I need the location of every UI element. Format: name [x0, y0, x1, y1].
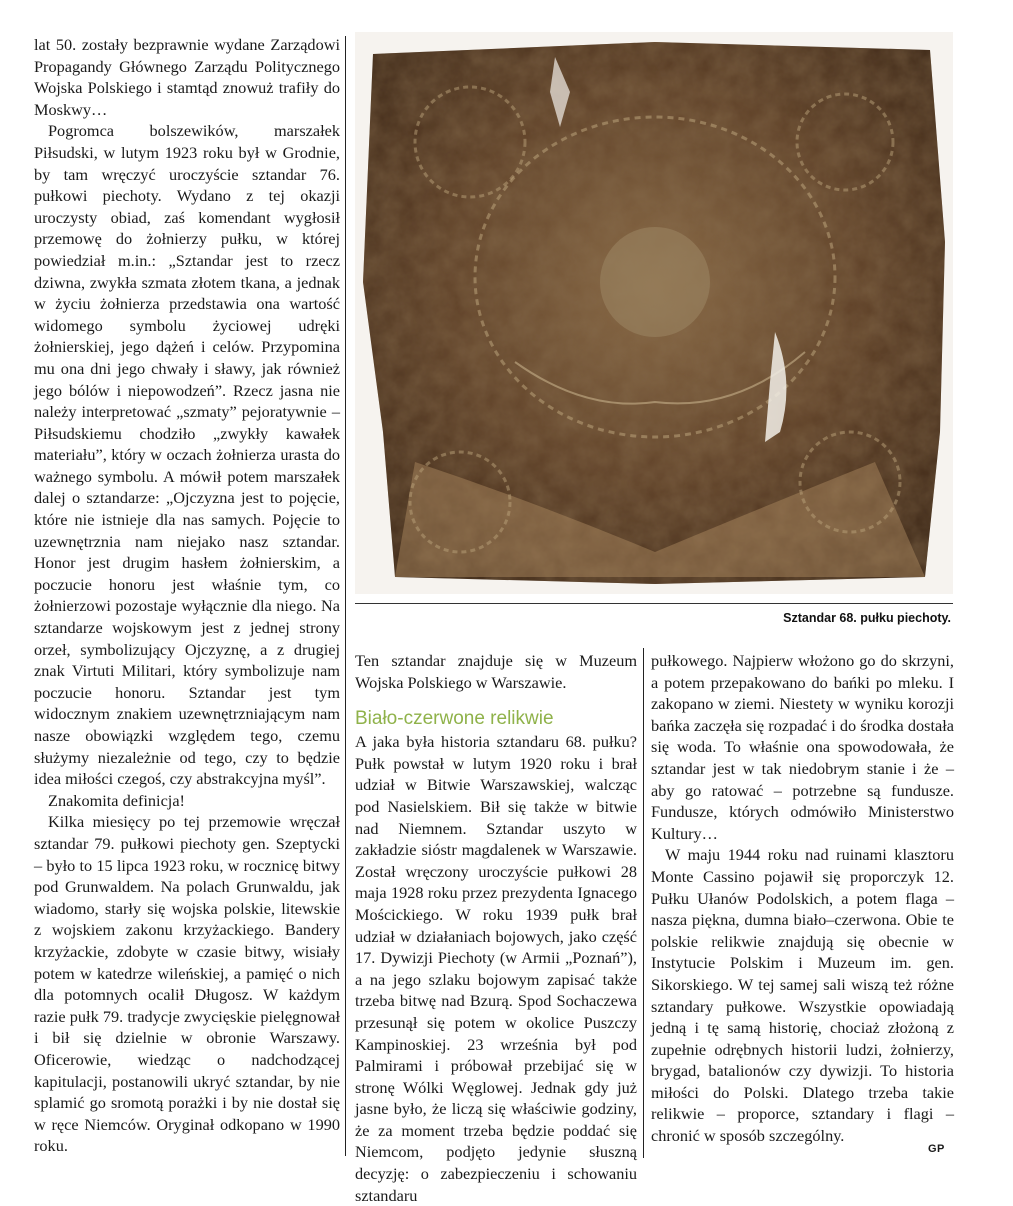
end-mark-logo: GP	[928, 1143, 945, 1155]
paragraph: Pogromca bolszewików, marszałek Piłsudski, w lutym 1923 roku był w Grodnie, by tam wręczyć uroczyście sztandar 76. pułkowi piechoty. Wydano z tej okazji uroczysty obiad, zaś komendant wygłosił przemowę do żołnierzy pułku, w której powiedział m.in.: „Sztandar jest to rzecz dziwna, zwykła szmata złotem tkana, a jednak w życiu żołnierza przedstawia ona wartość widomego symbolu życiowej udręki żołnierskiej, jego dążeń i celów. Przypomina mu ona dni jego chwały i sławy, jak również jego bólów i niepowodzeń”. Rzecz jasna nie należy interpretować „szmaty” pejoratywnie – Piłsudskiemu chodziło „zwykły kawałek materiału”, który w oczach żołnierza urasta do ważnego symbolu. A mówił potem marszałek dalej o sztandarze: „Ojczyzna jest to pojęcie, które nie istnieje dla nas samych. Pojęcie to uzewnętrznia nam niejako nasz sztandar. Honor jest drugim hasłem żołnierskim, a poczucie honoru jest właśnie tym, co żołnierzowi pozostaje wyłącznie dla niego. Na sztandarze wojskowym jest z jednej strony orzeł, symbolizujący Ojczyznę, a z drugiej znak Virtuti Militari, który symbolizuje nam poczucie honoru. Sztandar jest tym widocznym znakiem uzewnętrzniającym nam nasze obowiązki względem tego, czemu służymy niezależnie od tego, czy to będzie idea miłości czegoś, czy abstrakcyjna myśl”.	[34, 121, 340, 789]
banner-photo	[355, 32, 953, 594]
text-column-2	[355, 650, 637, 1206]
column-divider	[345, 36, 346, 1156]
paragraph: lat 50. zostały bezprawnie wydane Zarządowi Propagandy Głównego Zarządu Politycznego Wojska Polskiego i stamtąd znowuż trafiły do Moskwy…	[34, 35, 340, 119]
text-column-1	[34, 34, 340, 1157]
caption-rule	[355, 603, 953, 604]
paragraph: Kilka miesięcy po tej przemowie wręczał sztandar 79. pułkowi piechoty gen. Szeptycki – było to 15 lipca 1923 roku, w rocznicę bitwy pod Grunwaldem. Na polach Grunwaldu, jak wiadomo, starły się wojska polskie, litewskie z wojskiem zakonu krzyżackiego. Bandery krzyżackie, zdobyte w czasie bitwy, wisiały potem w katedrze wileńskiej, a pamięć o nich dla potomnych ocalił Długosz. W każdym razie pułk 79. tradycje zwycięskie pielęgnował i bił się dzielnie w obronie Warszawy. Oficerowie, wiedząc o nadchodzącej kapitulacji, postanowili ukryć sztandar, by nie splamić go sromotą porażki i by nie dostał się w ręce Niemców. Oryginał odkopano w 1990 roku.	[34, 812, 340, 1156]
paragraph: Ten sztandar znajduje się w Muzeum Wojska Polskiego w Warszawie.	[355, 651, 637, 692]
section-subheading: Biało-czerwone relikwie	[355, 708, 554, 730]
paragraph: pułkowego. Najpierw włożono go do skrzyni, a potem przepakowano do bańki po mleku. I zakopano w ziemi. Niestety w wyniku korozji bańka zaczęła się rozpadać i do środka dostała się woda. To właśnie ona spowodowała, że sztandar jest w tak niedobrym stanie i że – aby go ratować – potrzebne są fundusze. Fundusze, których odmówiło Ministerstwo Kultury…	[651, 651, 954, 843]
paragraph: A jaka była historia sztandaru 68. pułku? Pułk powstał w lutym 1920 roku i brał udział w Bitwie Warszawskiej, walcząc pod Nasielskiem. Bił się także w bitwie nad Niemnem. Sztandar uszyto w zakładzie sióstr magdalenek w Warszawie. Został wręczony uroczyście pułkowi 28 maja 1928 roku przez prezydenta Ignacego Mościckiego. W roku 1939 pułk brał udział w działaniach bojowych, jako część 17. Dywizji Piechoty (w Armii „Poznań”), a na jego szlaku bojowym zapisać także trzeba bitwę nad Bzurą. Spod Sochaczewa przesunął się potem w okolice Puszczy Kampinoskiej. 23 września był pod Palmirami i próbował przebijać się w stronę Wólki Węglowej. Jednak gdy już jasne było, że liczą się właściwie godziny, że za moment trzeba będzie poddać się Niemcom, podjęto jedynie słuszną decyzję: o zabezpieczeniu i schowaniu sztandaru	[355, 732, 637, 1205]
text-column-3	[651, 650, 954, 1147]
paragraph: W maju 1944 roku nad ruinami klasztoru Monte Cassino pojawił się proporczyk 12. Pułku Ułanów Podolskich, a potem flaga – nasza piękna, dumna biało–czerwona. Obie te polskie relikwie znajdują się obecnie w Instytucie Polskim i Muzeum im. gen. Sikorskiego. W tej samej sali wiszą też różne sztandary pułkowe. Wszystkie opowiadają jedną i tę samą historię, chociaż złożoną z zupełnie odrębnych historii ludzi, żołnierzy, brygad, batalionów czy dywizji. To historia miłości do Polski. Dlatego trzeba takie relikwie – proporce, sztandary i flagi – chronić w sposób szczególny.	[651, 845, 954, 1146]
worn-regimental-banner-image	[355, 32, 953, 594]
column-divider	[643, 648, 644, 1158]
paragraph: Znakomita definicja!	[48, 790, 185, 810]
photo-caption: Sztandar 68. pułku piechoty.	[783, 611, 951, 625]
